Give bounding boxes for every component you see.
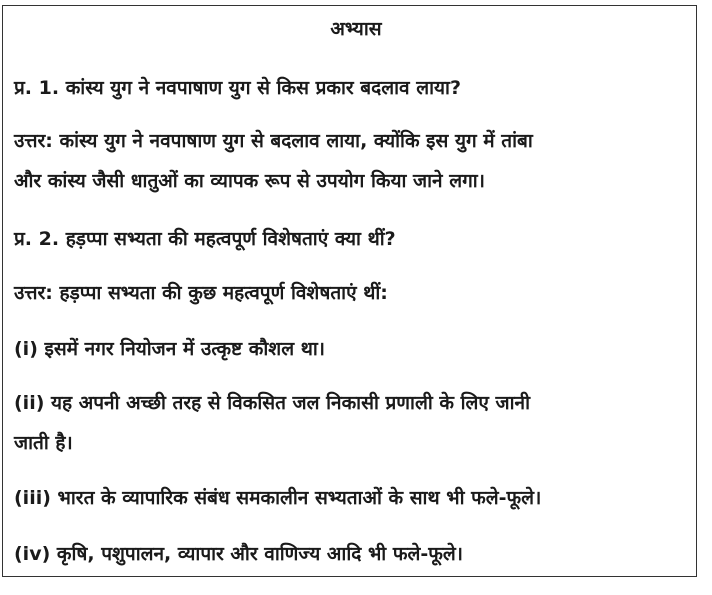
answer-2-point-3: (iii) भारत के व्यापारिक संबंध समकालीन सभ्यताओं के साथ भी फले-फूले।: [14, 487, 542, 509]
answer-2-point-1: (i) इसमें नगर नियोजन में उत्कृष्ट कौशल था।: [14, 338, 325, 360]
page-title: अभ्यास: [330, 18, 382, 40]
answer-2-point-2-cont: जाती है।: [14, 432, 73, 454]
question-2: प्र. 2. हड़प्पा सभ्यता की महत्वपूर्ण विशेषताएं क्या थीं?: [14, 228, 396, 250]
answer-2-intro: उत्तर: हड़प्पा सभ्यता की कुछ महत्वपूर्ण विशेषताएं थीं:: [14, 282, 388, 304]
question-1: प्र. 1. कांस्य युग ने नवपाषाण युग से किस प्रकार बदलाव लाया?: [14, 77, 461, 99]
answer-1-line-2: और कांस्य जैसी धातुओं का व्यापक रूप से उपयोग किया जाने लगा।: [14, 170, 485, 192]
answer-1-line-1: उत्तर: कांस्य युग ने नवपाषाण युग से बदलाव लाया, क्योंकि इस युग में तांबा: [14, 130, 533, 152]
answer-2-point-2: (ii) यह अपनी अच्छी तरह से विकसित जल निकासी प्रणाली के लिए जानी: [14, 392, 530, 414]
answer-2-point-4: (iv) कृषि, पशुपालन, व्यापार और वाणिज्य आदि भी फले-फूले।: [14, 543, 463, 565]
